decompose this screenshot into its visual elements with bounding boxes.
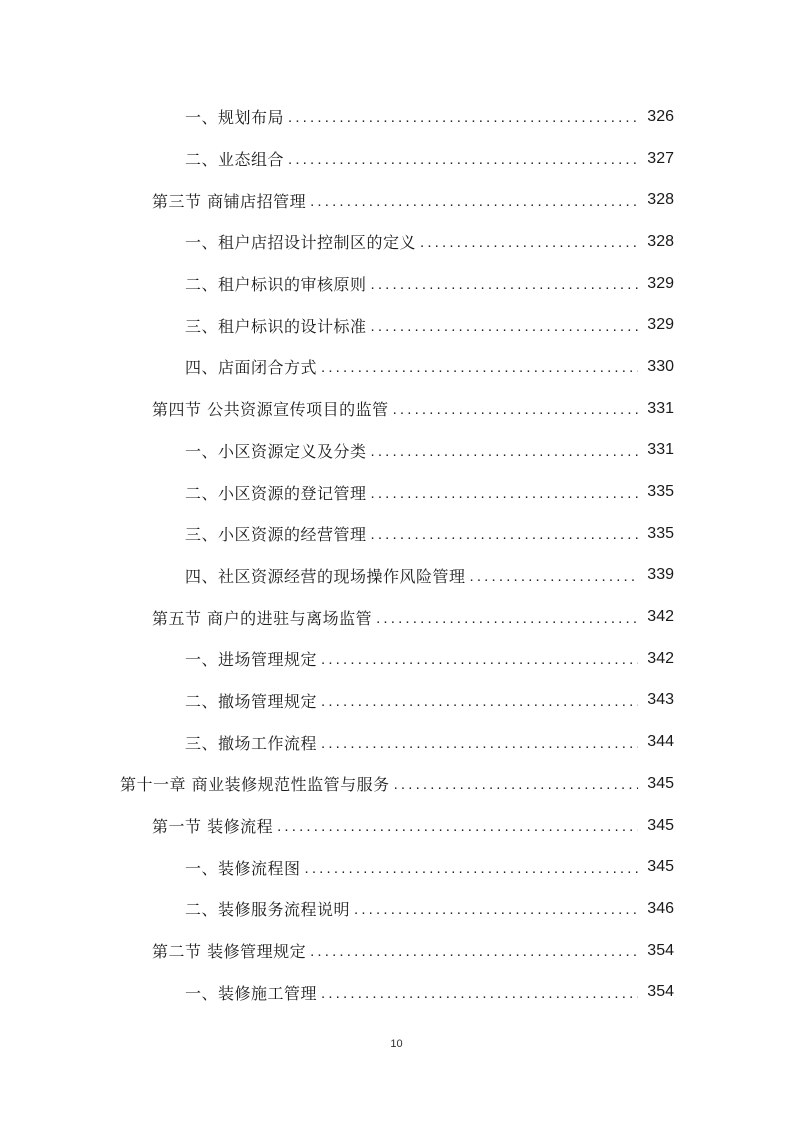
toc-entry-title: 第一节 装修流程 (152, 817, 274, 837)
toc-entry[interactable] (0, 430, 793, 472)
toc-entry-title: 二、业态组合 (185, 150, 285, 170)
toc-dot-leader (310, 193, 638, 210)
toc-entry[interactable] (0, 680, 793, 722)
toc-dot-leader (321, 985, 638, 1002)
toc-entry-title: 一、租户店招设计控制区的定义 (185, 233, 417, 253)
toc-dot-leader (376, 610, 638, 627)
toc-dot-leader (305, 860, 638, 877)
toc-dot-leader (321, 735, 638, 752)
toc-dot-leader (310, 943, 638, 960)
toc-entry[interactable] (0, 596, 793, 638)
toc-dot-leader (371, 276, 638, 293)
toc-entry-page-number: 339 (647, 566, 674, 584)
toc-entry-page-number: 331 (647, 399, 674, 417)
toc-entry-title: 一、规划布局 (185, 108, 285, 128)
toc-entry-title: 第四节 公共资源宣传项目的监管 (152, 400, 389, 420)
toc-dot-leader (393, 401, 638, 418)
toc-dot-leader (321, 651, 638, 668)
toc-entry-page-number: 342 (647, 649, 674, 667)
toc-entry-title: 二、撤场管理规定 (185, 691, 318, 711)
toc-entry[interactable] (0, 971, 793, 1013)
toc-dot-leader (371, 485, 638, 502)
toc-entry-title: 一、小区资源定义及分类 (185, 441, 367, 461)
toc-entry-page-number: 335 (647, 483, 674, 501)
toc-dot-leader (420, 234, 638, 251)
toc-dot-leader (288, 151, 638, 168)
toc-dot-leader (288, 109, 638, 126)
toc-entry-title: 一、装修流程图 (185, 858, 301, 878)
toc-entry[interactable] (0, 888, 793, 930)
toc-dot-leader (321, 693, 638, 710)
toc-entry-title: 二、租户标识的审核原则 (185, 275, 367, 295)
toc-entry-title: 三、撤场工作流程 (185, 733, 318, 753)
toc-entry-title: 第三节 商铺店招管理 (152, 191, 307, 211)
toc-entry-title: 第五节 商户的进驻与离场监管 (152, 608, 373, 628)
toc-entry[interactable] (0, 763, 793, 805)
toc-entry-title: 第十一章 商业装修规范性监管与服务 (120, 775, 390, 795)
toc-entry[interactable] (0, 555, 793, 597)
page-number: 10 (390, 1038, 403, 1050)
toc-entry-page-number: 335 (647, 524, 674, 542)
toc-entry-title: 四、社区资源经营的现场操作风险管理 (185, 566, 466, 586)
toc-entry-title: 二、装修服务流程说明 (185, 900, 351, 920)
toc-entry-page-number: 345 (647, 774, 674, 792)
toc-entry-title: 三、租户标识的设计标准 (185, 316, 367, 336)
toc-entry[interactable] (0, 96, 793, 138)
toc-entry-title: 四、店面闭合方式 (185, 358, 318, 378)
toc-entry[interactable] (0, 471, 793, 513)
toc-entry-page-number: 327 (647, 149, 674, 167)
toc-entry-page-number: 345 (647, 858, 674, 876)
toc-entry-page-number: 346 (647, 899, 674, 917)
toc-dot-leader (470, 568, 638, 585)
toc-entry-title: 一、进场管理规定 (185, 650, 318, 670)
toc-entry-page-number: 331 (647, 441, 674, 459)
toc-entry[interactable] (0, 846, 793, 888)
toc-entry-page-number: 345 (647, 816, 674, 834)
toc-entry-page-number: 329 (647, 274, 674, 292)
toc-entry-page-number: 343 (647, 691, 674, 709)
toc-dot-leader (321, 359, 638, 376)
toc-entry[interactable] (0, 638, 793, 680)
toc-entry[interactable] (0, 721, 793, 763)
toc-entry[interactable] (0, 221, 793, 263)
toc-dot-leader (371, 318, 638, 335)
toc-dot-leader (394, 776, 638, 793)
toc-entry-page-number: 328 (647, 191, 674, 209)
toc-entry[interactable] (0, 304, 793, 346)
toc-entry[interactable] (0, 263, 793, 305)
toc-entry[interactable] (0, 805, 793, 847)
toc-entry-title: 第二节 装修管理规定 (152, 942, 307, 962)
toc-entry-title: 二、小区资源的登记管理 (185, 483, 367, 503)
toc-entry-page-number: 326 (647, 107, 674, 125)
toc-dot-leader (354, 901, 638, 918)
toc-entry-page-number: 354 (647, 983, 674, 1001)
toc-entry[interactable] (0, 179, 793, 221)
table-of-contents (0, 96, 793, 1013)
toc-entry[interactable] (0, 138, 793, 180)
toc-entry[interactable] (0, 930, 793, 972)
toc-entry[interactable] (0, 388, 793, 430)
toc-entry-page-number: 329 (647, 316, 674, 334)
toc-dot-leader (277, 818, 638, 835)
toc-dot-leader (371, 443, 638, 460)
toc-entry[interactable] (0, 513, 793, 555)
toc-entry[interactable] (0, 346, 793, 388)
toc-entry-page-number: 342 (647, 608, 674, 626)
toc-entry-title: 一、装修施工管理 (185, 983, 318, 1003)
toc-entry-title: 三、小区资源的经营管理 (185, 525, 367, 545)
toc-entry-page-number: 354 (647, 941, 674, 959)
toc-entry-page-number: 328 (647, 232, 674, 250)
toc-entry-page-number: 330 (647, 357, 674, 375)
toc-entry-page-number: 344 (647, 733, 674, 751)
toc-dot-leader (371, 526, 638, 543)
